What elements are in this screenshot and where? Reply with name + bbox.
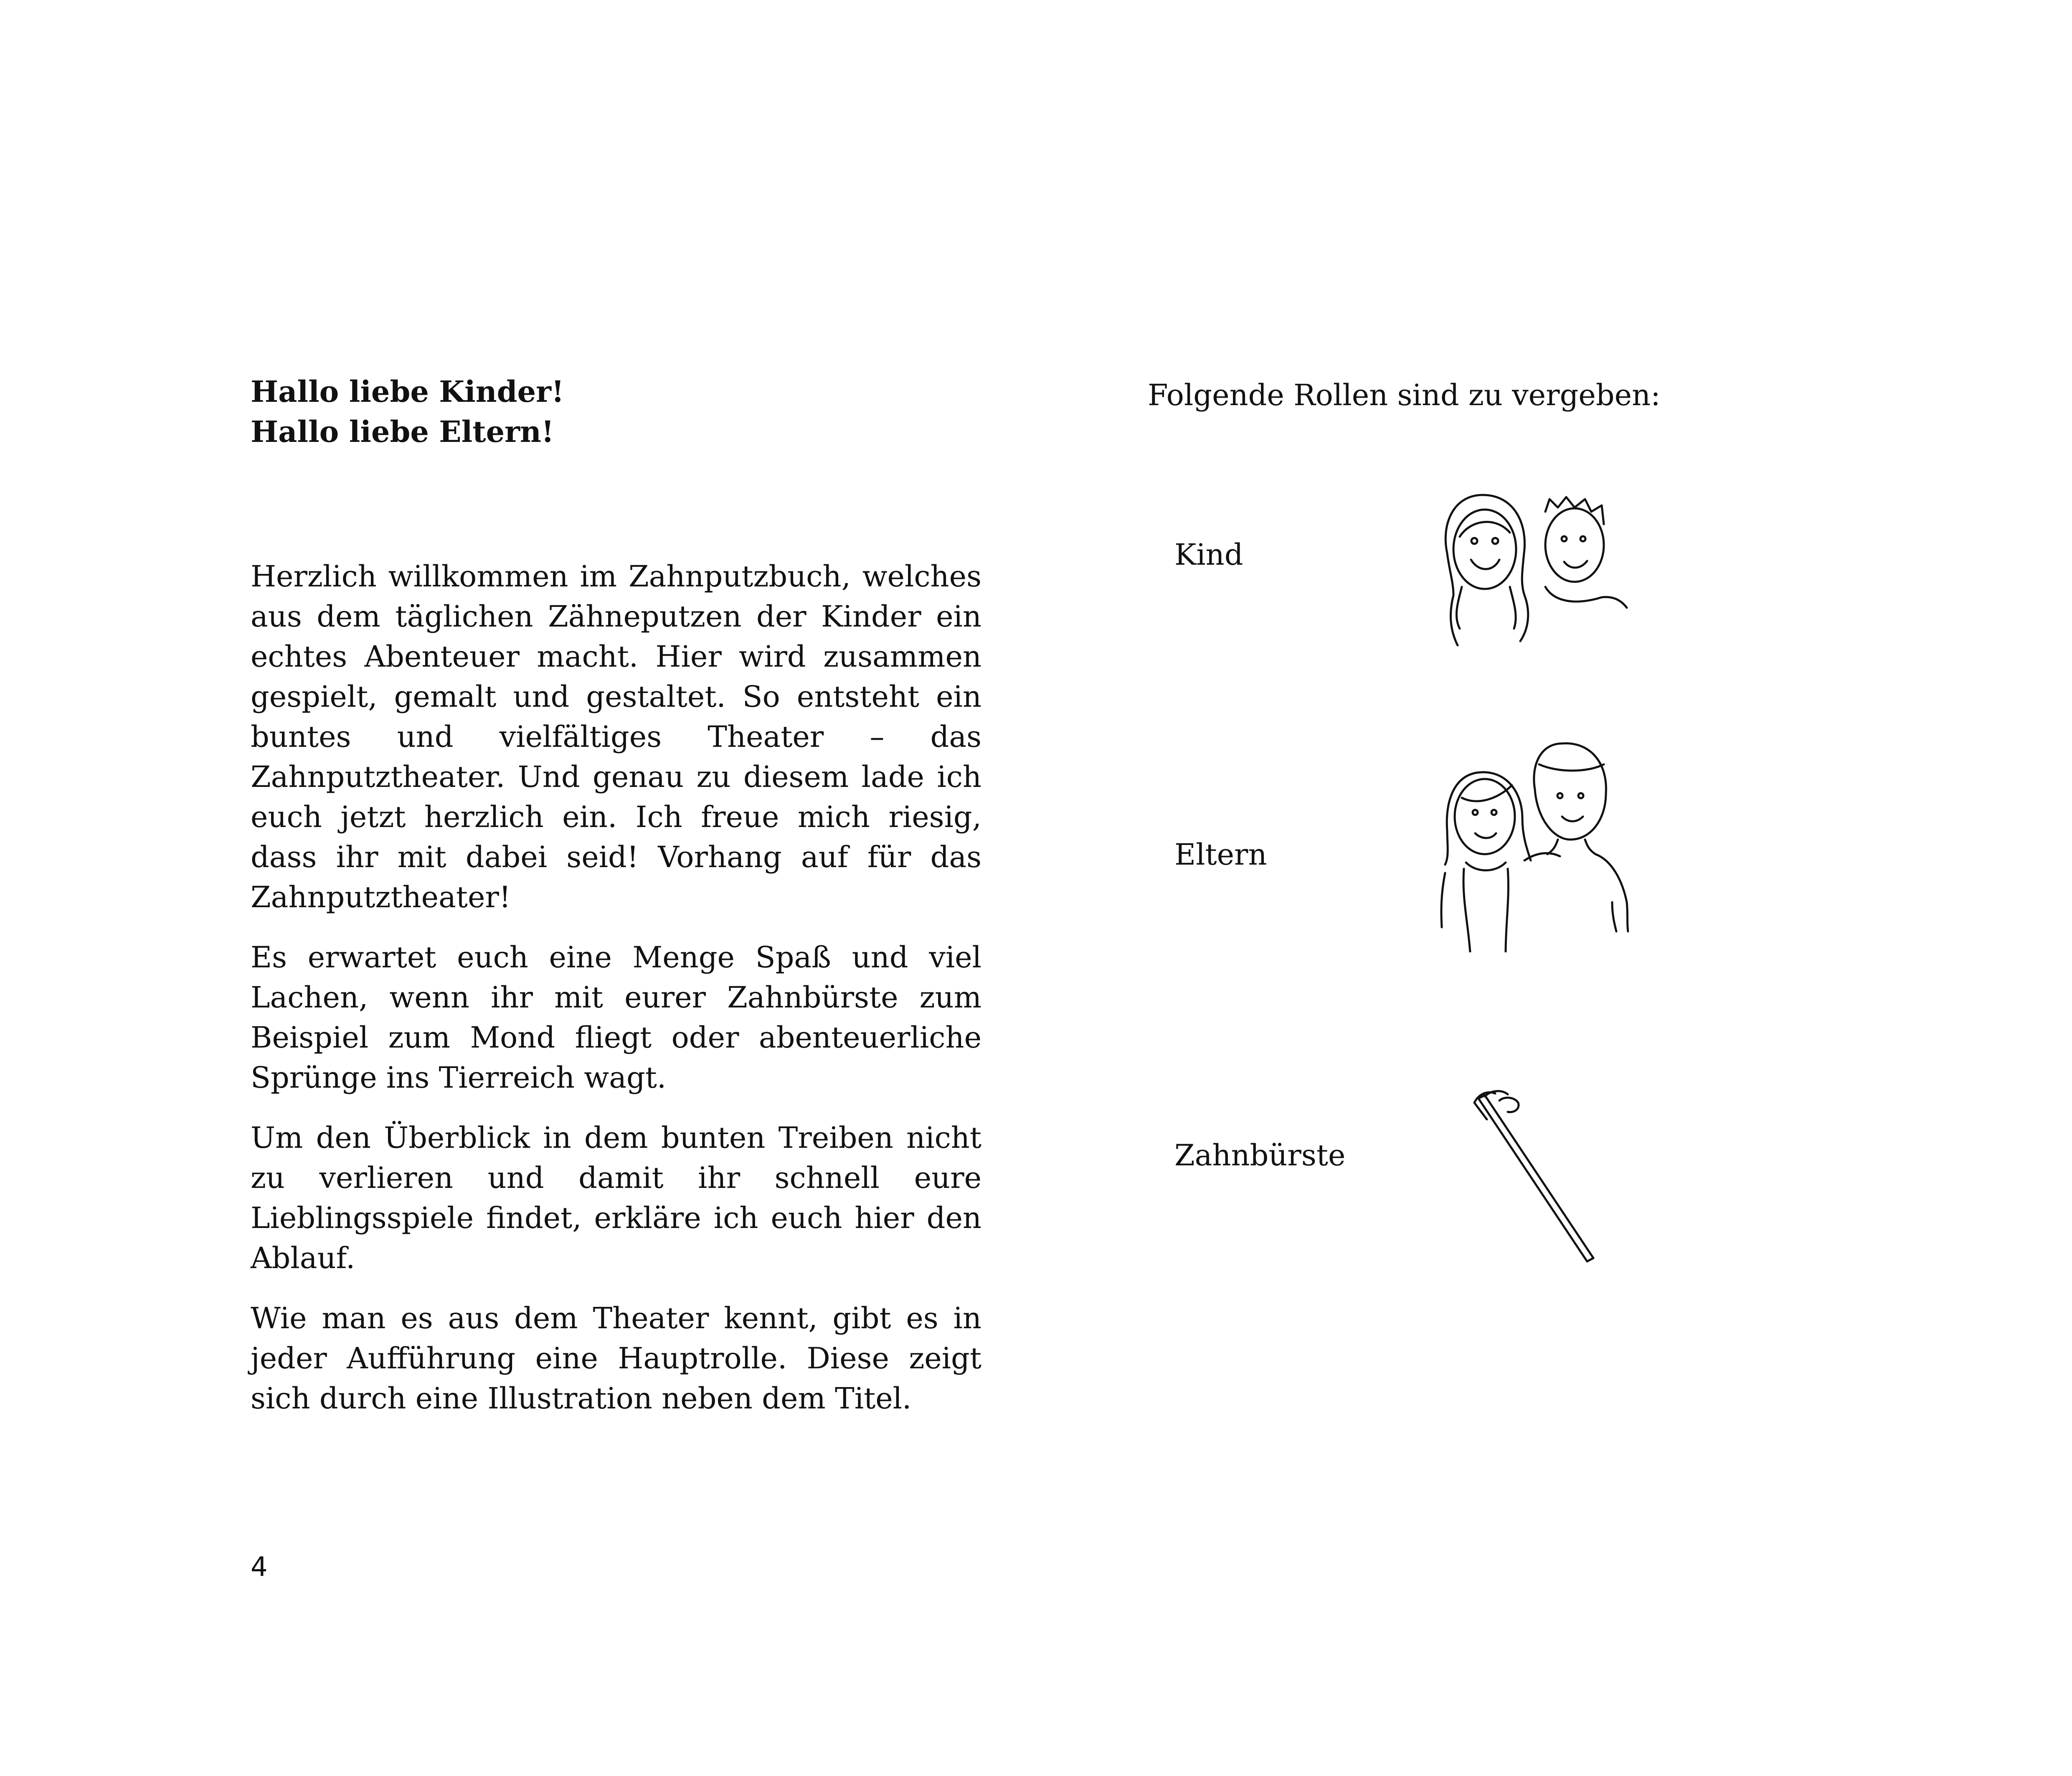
intro-paragraph-1: Herzlich willkommen im Zahnputzbuch, welches aus dem täglichen Zähneputzen der Kinder ein echtes Abenteuer macht. Hier wird zusammen gespielt, gemalt und gestaltet. So entsteht ein buntes und vielfältiges Theater – das Zahnputztheater. Und genau zu diesem lade ich euch jetzt herzlich ein. Ich freue mich riesig, dass ihr mit dabei seid! Vorhang auf für das Zahnputztheater! [251, 559, 981, 914]
role-label-kind: Kind [1174, 538, 1243, 572]
children-icon [1437, 487, 1629, 654]
role-label-zahnbuerste: Zahnbürste [1174, 1138, 1346, 1172]
toothbrush-icon [1462, 1086, 1621, 1270]
intro-paragraph-3: Um den Überblick in dem bunten Treiben nicht zu verlieren und damit ihr schnell eure Lieblingsspiele findet, erkläre ich euch hier den Ablauf. [251, 1121, 981, 1275]
intro-column [251, 372, 981, 1418]
greeting-kids: Hallo liebe Kinder! [251, 374, 564, 409]
page-number: 4 [251, 1552, 268, 1583]
roles-title: Folgende Rollen sind zu vergeben: [1148, 378, 1661, 412]
greeting-parents: Hallo liebe Eltern! [251, 414, 554, 449]
role-label-eltern: Eltern [1174, 837, 1267, 872]
parents-icon [1437, 735, 1629, 952]
intro-paragraph-2: Es erwartet euch eine Menge Spaß und viel Lachen, wenn ihr mit eurer Zahnbürste zum Beispiel zum Mond fliegt oder abenteuerliche Sprünge ins Tierreich wagt. [251, 940, 981, 1095]
intro-paragraph-4: Wie man es aus dem Theater kennt, gibt es in jeder Aufführung eine Hauptrolle. Diese zeigt sich durch eine Illustration neben dem Titel. [251, 1301, 981, 1416]
